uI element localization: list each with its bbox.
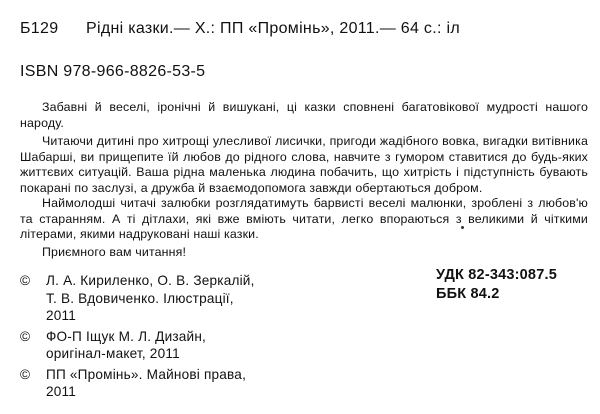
annotation-paragraph-3: Наймолодші читачі залюбки розглядатимуть барвисті веселі малюнки, зроблені з любов'ю та старанням. А ті дітлахи, які вже вміють читати, легко впораються з великими й чіткими літерами, якими надруковані наші казки. [20, 196, 588, 241]
annotation-paragraph-1: Забавні й веселі, іронічні й вишукані, ці казки сповнені багатовікової мудрості нашого народу. [20, 100, 588, 130]
bibliographic-header [20, 20, 590, 38]
print-speck [461, 226, 464, 229]
copyright-block [20, 272, 320, 404]
copyright-symbol: © [20, 273, 31, 288]
udk-code: УДК 82-343:087.5 [436, 267, 557, 283]
copyright-line: 2011 [46, 384, 77, 399]
copyright-line: Т. В. Вдовиченко. Ілюстрації, [46, 290, 234, 306]
bibliographic-description: Рідні казки.— Х.: ПП «Промінь», 2011.— 64 с.: іл [86, 20, 460, 37]
bbk-code: ББК 84.2 [436, 286, 500, 302]
copyright-line: 2011 [46, 308, 77, 323]
catalog-code: Б129 [20, 20, 59, 37]
copyright-line: ПП «Промінь». Майнові права, [46, 366, 247, 382]
copyright-design [20, 328, 320, 363]
annotation-paragraph-4: Приємного вам читання! [42, 244, 187, 259]
copyright-line: ФО-П Іщук М. Л. Дизайн, [46, 328, 207, 344]
classification-block [436, 266, 557, 304]
copyright-line: Л. А. Кириленко, О. В. Зеркалій, [46, 273, 255, 288]
annotation [20, 100, 588, 260]
copyright-line: оригінал-макет, 2011 [46, 346, 180, 361]
copyright-rights [20, 366, 320, 401]
copyright-symbol: © [20, 328, 31, 344]
copyright-symbol: © [20, 366, 31, 382]
copyright-illustrations [20, 272, 320, 325]
isbn: ISBN 978-966-8826-53-5 [20, 63, 206, 80]
annotation-paragraph-2: Читаючи дитині про хитрощі улесливої лисички, пригоди жадібного вовка, вигадки витівника Шабарші, ви прищепите їй любов до рідного слова, навчите з гумором ставитися до будь-яких життєвих ситуацій. Ваша рідна маленька людина побачить, що хитрість і підступність бувають покарані по заслузі, а дружба й взаємодопомога завжди обертаються добром. [20, 134, 588, 195]
